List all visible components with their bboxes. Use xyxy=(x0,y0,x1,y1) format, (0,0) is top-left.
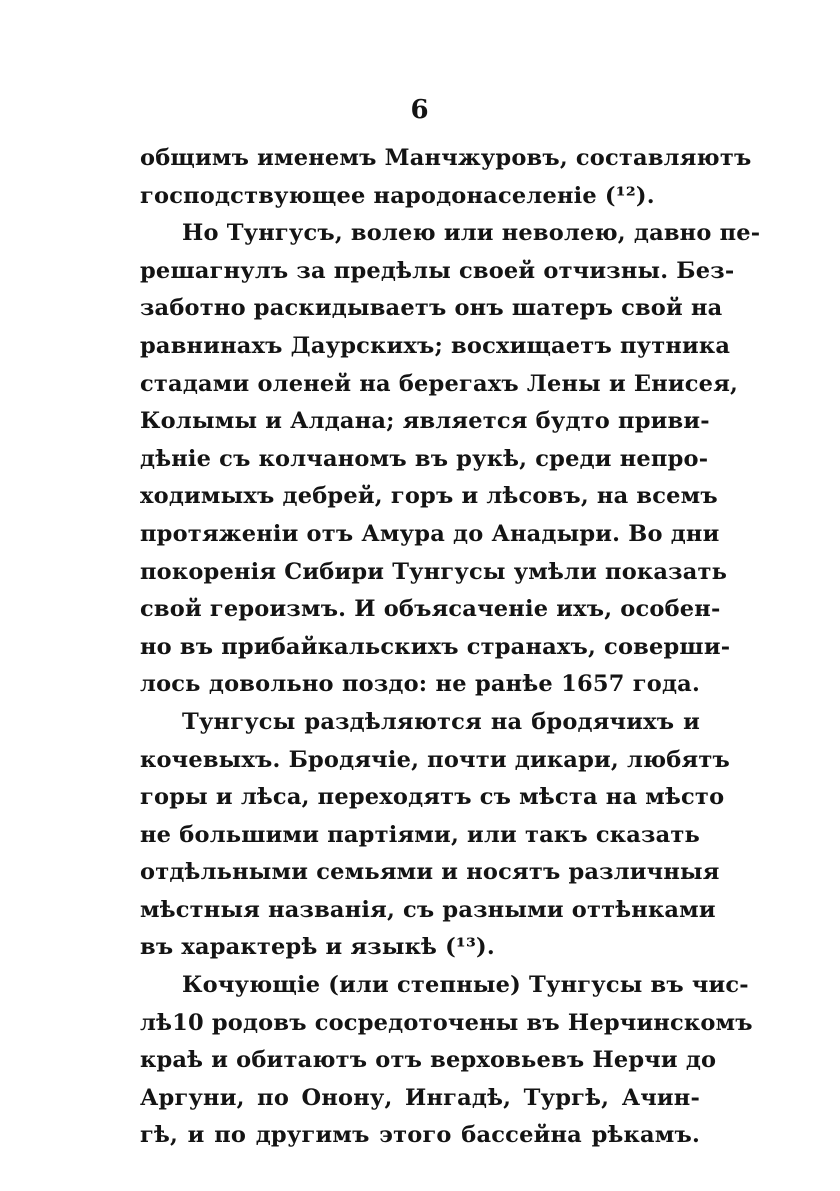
text-line: горы и лѣса, переходятъ съ мѣста на мѣсто xyxy=(140,784,725,811)
text-line: лось довольно поздо: не ранѣе 1657 года. xyxy=(140,671,700,698)
text-line: гѣ, и по другимъ этого бассейна рѣкамъ. xyxy=(140,1122,700,1149)
text-line: дѣніе съ колчаномъ въ рукѣ, среди непро- xyxy=(140,445,709,472)
text-line: мѣстныя названія, съ разными оттѣнками xyxy=(140,896,716,923)
text-line: отдѣльными семьями и носятъ различныя xyxy=(140,859,720,886)
text-line: покоренія Сибири Тунгусы умѣли показать xyxy=(140,558,728,585)
paragraph xyxy=(140,704,730,967)
text-line: стадами оленей на берегахъ Лены и Енисея, xyxy=(140,370,739,397)
text-line: общимъ именемъ Манчжуровъ, составляютъ xyxy=(140,145,752,171)
paragraph xyxy=(140,140,752,215)
text-line: не большими партіями, или такъ сказать xyxy=(140,821,700,848)
text-line: Кочующіе (или степные) Тунгусы въ чис- xyxy=(182,972,749,999)
paragraph xyxy=(140,215,761,704)
paragraph xyxy=(140,967,753,1155)
text-line: ходимыхъ дебрей, горъ и лѣсовъ, на всемъ xyxy=(140,483,718,510)
text-line: краѣ и обитаютъ отъ верховьевъ Нерчи до xyxy=(140,1047,717,1074)
text-line: равнинахъ Даурскихъ; восхищаетъ путника xyxy=(140,332,731,359)
text-line: Колымы и Алдана; является будто приви- xyxy=(140,408,710,435)
body-text xyxy=(140,140,761,1155)
text-line: Но Тунгусъ, волею или неволею, давно пе- xyxy=(182,220,761,247)
text-line: господствующее народонаселеніе (¹²). xyxy=(140,182,655,209)
text-line: Аргуни, по Онону, Ингадѣ, Тургѣ, Ачин- xyxy=(140,1084,700,1111)
text-line: Тунгусы раздѣляются на бродячихъ и xyxy=(182,708,700,735)
text-line: заботно раскидываетъ онъ шатеръ свой на xyxy=(140,295,723,322)
text-line: кочевыхъ. Бродячіе, почти дикари, любятъ xyxy=(140,746,730,773)
text-line: свой героизмъ. И объясаченіе ихъ, особен- xyxy=(140,596,721,623)
text-line: въ характерѣ и языкѣ (¹³). xyxy=(140,934,495,961)
text-line: протяженіи отъ Амура до Анадыри. Во дни xyxy=(140,520,720,547)
text-line: лѣ10 родовъ сосредоточены въ Нерчинскомъ xyxy=(140,1009,753,1036)
page-number: 6 xyxy=(410,95,430,125)
text-line: решагнулъ за предѣлы своей отчизны. Без- xyxy=(140,257,735,284)
text-line: но въ прибайкальскихъ странахъ, соверши- xyxy=(140,633,731,660)
